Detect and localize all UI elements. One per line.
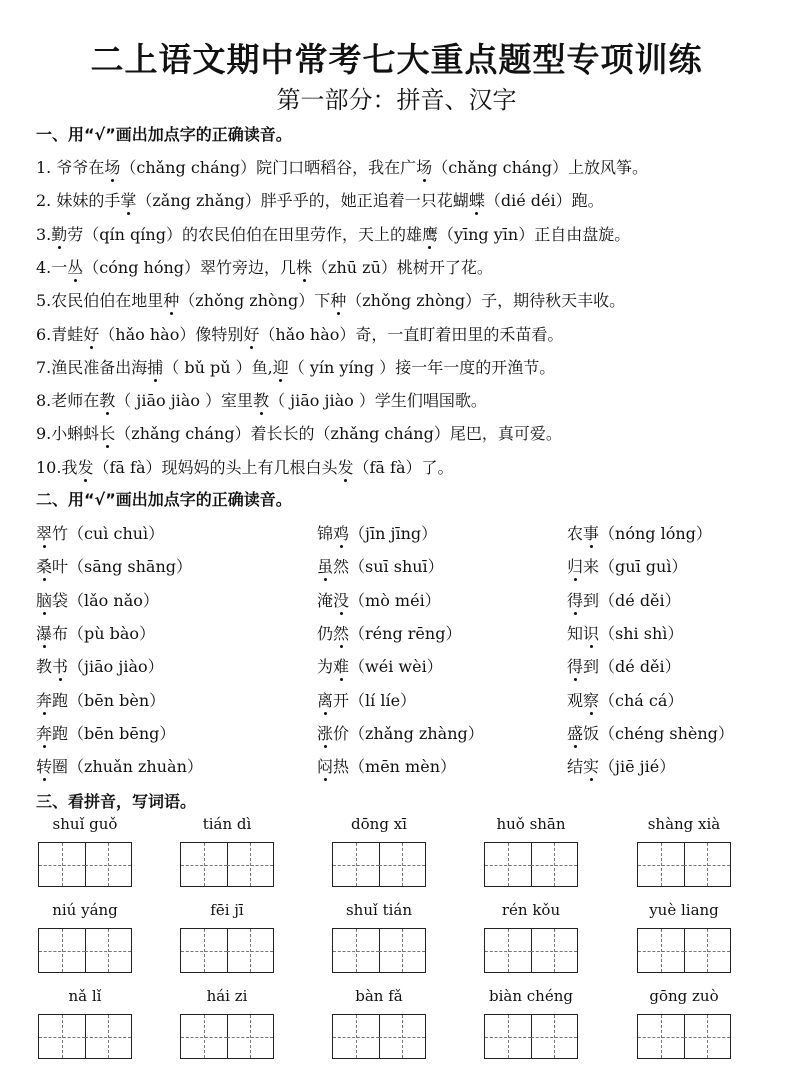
dotted-character: 然 xyxy=(333,621,349,644)
writing-cell[interactable] xyxy=(379,929,425,972)
word-item xyxy=(317,621,461,644)
question-text: （zhǒng zhòng）下 xyxy=(179,291,331,311)
writing-cell[interactable] xyxy=(684,1015,730,1058)
word-item xyxy=(317,754,456,777)
question-line xyxy=(36,155,648,178)
dotted-character: 没 xyxy=(333,588,349,611)
guide-line-horizontal xyxy=(684,951,730,952)
question-line xyxy=(36,421,562,444)
question-text: （chǎng cháng）院门口晒稻谷，我在广 xyxy=(120,158,417,177)
pinyin-label: bàn fǎ xyxy=(355,987,403,1005)
word-text: 仍 xyxy=(317,623,334,643)
page-title: 二上语文期中常考七大重点题型专项训练 xyxy=(90,40,703,79)
dotted-character: 实 xyxy=(583,754,599,777)
word-text: （jīn jīng） xyxy=(349,524,438,543)
dotted-character: 长 xyxy=(99,421,115,444)
guide-line-horizontal xyxy=(684,1037,730,1038)
word-item xyxy=(567,554,687,577)
question-text: （ bǔ pǔ ）鱼, xyxy=(163,357,273,377)
word-text: （nóng lóng） xyxy=(599,524,712,543)
writing-box[interactable] xyxy=(484,842,578,887)
writing-cell[interactable] xyxy=(39,929,86,972)
word-item xyxy=(567,521,712,544)
word-item xyxy=(567,654,681,677)
question-line xyxy=(36,322,563,345)
section-3-heading: 三、看拼音，写词语。 xyxy=(36,792,197,811)
word-text: 然（suī shuī） xyxy=(333,557,444,577)
writing-cell[interactable] xyxy=(227,843,273,886)
guide-line-horizontal xyxy=(227,865,273,866)
question-text: （yīng yīn）正自由盘旋。 xyxy=(437,224,631,244)
pinyin-label: rén kǒu xyxy=(501,901,561,919)
word-item xyxy=(317,688,416,711)
guide-line-horizontal xyxy=(39,951,85,952)
word-text: 锦 xyxy=(317,524,334,543)
writing-cell[interactable] xyxy=(39,843,86,886)
word-item xyxy=(567,588,681,611)
dotted-character: 察 xyxy=(583,688,599,711)
dotted-character: 场 xyxy=(416,155,432,178)
pinyin-label: shuǐ guǒ xyxy=(52,815,118,833)
writing-cell[interactable] xyxy=(485,1015,532,1058)
writing-cell[interactable] xyxy=(531,1015,577,1058)
word-text: （wéi wèi） xyxy=(349,657,443,677)
word-text: 到（dé děi） xyxy=(583,657,681,677)
word-text: 热（mēn mèn） xyxy=(333,757,456,777)
word-text: 知 xyxy=(567,623,584,643)
dotted-character: 奔 xyxy=(36,721,52,744)
guide-line-horizontal xyxy=(531,951,577,952)
writing-cell[interactable] xyxy=(227,1015,273,1058)
writing-box[interactable] xyxy=(332,1014,426,1059)
dotted-character: 勤 xyxy=(51,222,67,245)
question-line xyxy=(36,255,493,278)
guide-line-horizontal xyxy=(485,865,531,866)
word-text: 竹（cuì chuì） xyxy=(52,524,165,543)
guide-line-horizontal xyxy=(181,1037,227,1038)
writing-cell[interactable] xyxy=(181,929,228,972)
dotted-character: 好 xyxy=(83,322,99,345)
dotted-character: 教 xyxy=(99,388,115,411)
writing-cell[interactable] xyxy=(379,843,425,886)
word-text: 跑（bēn bèn） xyxy=(52,690,166,710)
dotted-character: 闷 xyxy=(317,754,333,777)
word-item xyxy=(567,754,675,777)
dotted-character: 发 xyxy=(77,455,93,478)
writing-cell[interactable] xyxy=(638,929,685,972)
dotted-character: 奔 xyxy=(36,688,52,711)
question-line xyxy=(36,355,555,378)
word-item xyxy=(36,588,159,611)
writing-box[interactable] xyxy=(38,928,132,973)
question-text: （zhǒng zhòng）子，期待秋天丰收。 xyxy=(346,291,626,311)
dotted-character: 翠 xyxy=(36,521,52,544)
word-item xyxy=(567,621,683,644)
question-text: 4.一 xyxy=(36,257,68,277)
section-2-heading: 二、用“√”画出加点字的正确读音。 xyxy=(36,490,292,509)
dotted-character: 丛 xyxy=(67,255,83,278)
writing-cell[interactable] xyxy=(333,1015,380,1058)
question-text: （fā fà）现妈妈的头上有几根白头 xyxy=(93,457,338,477)
writing-box[interactable] xyxy=(38,842,132,887)
word-text: 淹 xyxy=(317,590,334,610)
dotted-character: 发 xyxy=(337,455,353,478)
question-text: （zhū zū）桃树开了花。 xyxy=(312,257,493,277)
writing-cell[interactable] xyxy=(181,1015,228,1058)
question-line xyxy=(36,388,487,411)
word-item xyxy=(36,554,192,577)
writing-box[interactable] xyxy=(332,928,426,973)
question-text: 6.青蛙 xyxy=(36,324,84,344)
pinyin-label: dōng xī xyxy=(351,815,407,833)
guide-line-horizontal xyxy=(227,951,273,952)
word-item xyxy=(36,688,165,711)
question-text: 9.小蝌蚪 xyxy=(36,424,100,444)
dotted-character: 涨 xyxy=(317,721,333,744)
question-line xyxy=(36,455,454,478)
guide-line-horizontal xyxy=(227,1037,273,1038)
writing-cell[interactable] xyxy=(485,843,532,886)
dotted-character: 虽 xyxy=(317,554,333,577)
word-item xyxy=(317,554,444,577)
guide-line-horizontal xyxy=(85,1037,131,1038)
guide-line-horizontal xyxy=(638,951,684,952)
word-text: 开（lí líe） xyxy=(333,690,417,710)
question-text: （dié déi）跑。 xyxy=(484,191,604,211)
dotted-character: 识 xyxy=(583,621,599,644)
guide-line-horizontal xyxy=(333,865,379,866)
pinyin-label: yuè liang xyxy=(649,901,719,919)
pinyin-label: hái zi xyxy=(206,987,248,1005)
question-line xyxy=(36,288,625,311)
question-text: 5.农民伯伯在地里 xyxy=(36,291,164,311)
word-text: （jiē jié） xyxy=(599,757,676,777)
dotted-character: 迎 xyxy=(273,355,289,378)
pinyin-label: fēi jī xyxy=(210,901,244,919)
guide-line-horizontal xyxy=(85,951,131,952)
guide-line-horizontal xyxy=(181,865,227,866)
pinyin-label: shuǐ tián xyxy=(345,901,412,919)
question-line xyxy=(36,222,630,245)
writing-box[interactable] xyxy=(332,842,426,887)
guide-line-horizontal xyxy=(485,951,531,952)
dotted-character: 归 xyxy=(567,554,583,577)
guide-line-horizontal xyxy=(379,951,425,952)
question-text: 2. 妹妹的手 xyxy=(36,191,121,211)
writing-cell[interactable] xyxy=(684,929,730,972)
writing-box[interactable] xyxy=(180,842,274,887)
word-text: 教 xyxy=(36,657,53,677)
pinyin-label: biàn chéng xyxy=(489,987,573,1005)
writing-box[interactable] xyxy=(484,1014,578,1059)
guide-line-horizontal xyxy=(531,865,577,866)
dotted-character: 得 xyxy=(567,588,583,611)
guide-line-horizontal xyxy=(638,1037,684,1038)
word-item xyxy=(317,521,437,544)
writing-cell[interactable] xyxy=(181,843,228,886)
writing-box[interactable] xyxy=(637,928,731,973)
word-text: 叶（sāng shāng） xyxy=(52,557,193,577)
word-text: 价（zhǎng zhàng） xyxy=(333,723,484,743)
writing-cell[interactable] xyxy=(85,1015,131,1058)
word-text: （jiāo jiào） xyxy=(68,657,164,677)
guide-line-horizontal xyxy=(531,1037,577,1038)
word-item xyxy=(567,688,683,711)
pinyin-label: tián dì xyxy=(202,815,252,833)
pinyin-label: gōng zuò xyxy=(649,987,719,1005)
writing-box[interactable] xyxy=(180,1014,274,1059)
question-text: （cóng hóng）翠竹旁边，几 xyxy=(83,257,297,277)
word-text: 袋（lǎo nǎo） xyxy=(52,590,159,610)
dotted-character: 掌 xyxy=(120,188,136,211)
writing-cell[interactable] xyxy=(85,929,131,972)
word-item xyxy=(36,521,164,544)
dotted-character: 捕 xyxy=(147,355,163,378)
question-text: 10.我 xyxy=(36,457,78,477)
writing-box[interactable] xyxy=(637,1014,731,1059)
pinyin-label: huǒ shān xyxy=(496,815,566,833)
writing-cell[interactable] xyxy=(531,929,577,972)
word-text: 农 xyxy=(567,524,584,543)
writing-cell[interactable] xyxy=(85,843,131,886)
dotted-character: 转 xyxy=(36,754,52,777)
guide-line-horizontal xyxy=(638,865,684,866)
guide-line-horizontal xyxy=(333,951,379,952)
word-text: 到（dé děi） xyxy=(583,590,681,610)
writing-cell[interactable] xyxy=(531,843,577,886)
dotted-character: 瀑 xyxy=(36,621,52,644)
word-text: 观 xyxy=(567,690,584,710)
dotted-character: 鸡 xyxy=(333,521,349,544)
word-text: （chá cá） xyxy=(599,690,684,710)
writing-cell[interactable] xyxy=(684,843,730,886)
dotted-character: 得 xyxy=(567,654,583,677)
dotted-character: 书 xyxy=(52,654,68,677)
word-text: （réng rēng） xyxy=(349,623,462,643)
dotted-character: 盛 xyxy=(567,721,583,744)
word-text: 布（pù bào） xyxy=(52,623,156,643)
word-text: 饭（chéng shèng） xyxy=(583,723,734,743)
word-item xyxy=(36,654,164,677)
dotted-character: 株 xyxy=(296,255,312,278)
section-1-heading: 一、用“√”画出加点字的正确读音。 xyxy=(36,125,292,144)
writing-cell[interactable] xyxy=(485,929,532,972)
dotted-character: 事 xyxy=(583,521,599,544)
question-text: 3. xyxy=(36,224,52,244)
word-text: 来（guī guì） xyxy=(583,557,688,577)
dotted-character: 教 xyxy=(253,388,269,411)
guide-line-horizontal xyxy=(181,951,227,952)
dotted-character: 离 xyxy=(317,688,333,711)
guide-line-horizontal xyxy=(485,1037,531,1038)
pinyin-label: niú yáng xyxy=(52,901,118,919)
dotted-character: 桑 xyxy=(36,554,52,577)
word-item xyxy=(36,721,175,744)
writing-box[interactable] xyxy=(38,1014,132,1059)
guide-line-horizontal xyxy=(39,1037,85,1038)
question-text: 8.老师在 xyxy=(36,391,100,411)
word-item xyxy=(317,654,443,677)
guide-line-horizontal xyxy=(85,865,131,866)
writing-cell[interactable] xyxy=(227,929,273,972)
dotted-character: 脑 xyxy=(36,588,52,611)
question-line xyxy=(36,188,604,211)
dotted-character: 蝶 xyxy=(469,188,485,211)
word-text: （shi shì） xyxy=(599,623,684,643)
question-text: （ jiāo jiào ）学生们唱国歌。 xyxy=(269,391,487,411)
writing-cell[interactable] xyxy=(333,843,380,886)
question-text: （hǎo hào）奇，一直盯着田里的禾苗看。 xyxy=(259,324,564,344)
question-text: （hǎo hào）像特别 xyxy=(99,324,244,344)
writing-box[interactable] xyxy=(637,842,731,887)
guide-line-horizontal xyxy=(684,865,730,866)
guide-line-horizontal xyxy=(379,1037,425,1038)
word-item xyxy=(317,588,441,611)
word-text: 圈（zhuǎn zhuàn） xyxy=(52,757,203,777)
question-text: 7.渔民准备出海 xyxy=(36,357,148,377)
word-text: 为 xyxy=(317,657,334,677)
word-item xyxy=(36,754,203,777)
dotted-character: 种 xyxy=(330,288,346,311)
dotted-character: 难 xyxy=(333,654,349,677)
page-subtitle: 第一部分：拼音、汉字 xyxy=(276,86,517,114)
writing-box[interactable] xyxy=(484,928,578,973)
word-item xyxy=(36,621,155,644)
guide-line-horizontal xyxy=(333,1037,379,1038)
dotted-character: 种 xyxy=(163,288,179,311)
word-text: 跑（bēn bēng） xyxy=(52,723,176,743)
word-item xyxy=(567,721,734,744)
pinyin-label: nǎ lǐ xyxy=(68,987,102,1005)
writing-cell[interactable] xyxy=(638,1015,685,1058)
writing-cell[interactable] xyxy=(39,1015,86,1058)
word-text: （mò méi） xyxy=(349,590,441,610)
writing-cell[interactable] xyxy=(638,843,685,886)
guide-line-horizontal xyxy=(39,865,85,866)
pinyin-label: shàng xià xyxy=(647,815,721,833)
question-text: （ jiāo jiào ）室里 xyxy=(115,391,254,411)
writing-box[interactable] xyxy=(180,928,274,973)
question-text: （fā fà）了。 xyxy=(353,457,454,477)
writing-cell[interactable] xyxy=(379,1015,425,1058)
question-text: （chǎng cháng）上放风筝。 xyxy=(432,158,648,177)
question-text: （zǎng zhǎng）胖乎乎的，她正追着一只花蝴 xyxy=(136,191,469,211)
word-text: 结 xyxy=(567,757,584,777)
question-text: （zhǎng cháng）着长长的（zhǎng cháng）尾巴，真可爱。 xyxy=(115,424,562,444)
word-item xyxy=(317,721,484,744)
dotted-character: 好 xyxy=(243,322,259,345)
dotted-character: 鹰 xyxy=(422,222,438,245)
question-text: （ yín yíng ）接一年一度的开渔节。 xyxy=(288,357,556,377)
guide-line-horizontal xyxy=(379,865,425,866)
writing-cell[interactable] xyxy=(333,929,380,972)
dotted-character: 场 xyxy=(104,155,120,178)
question-text: 劳（qín qíng）的农民伯伯在田里劳作，天上的雄 xyxy=(67,224,422,244)
question-text: 1. 爷爷在 xyxy=(36,158,105,177)
